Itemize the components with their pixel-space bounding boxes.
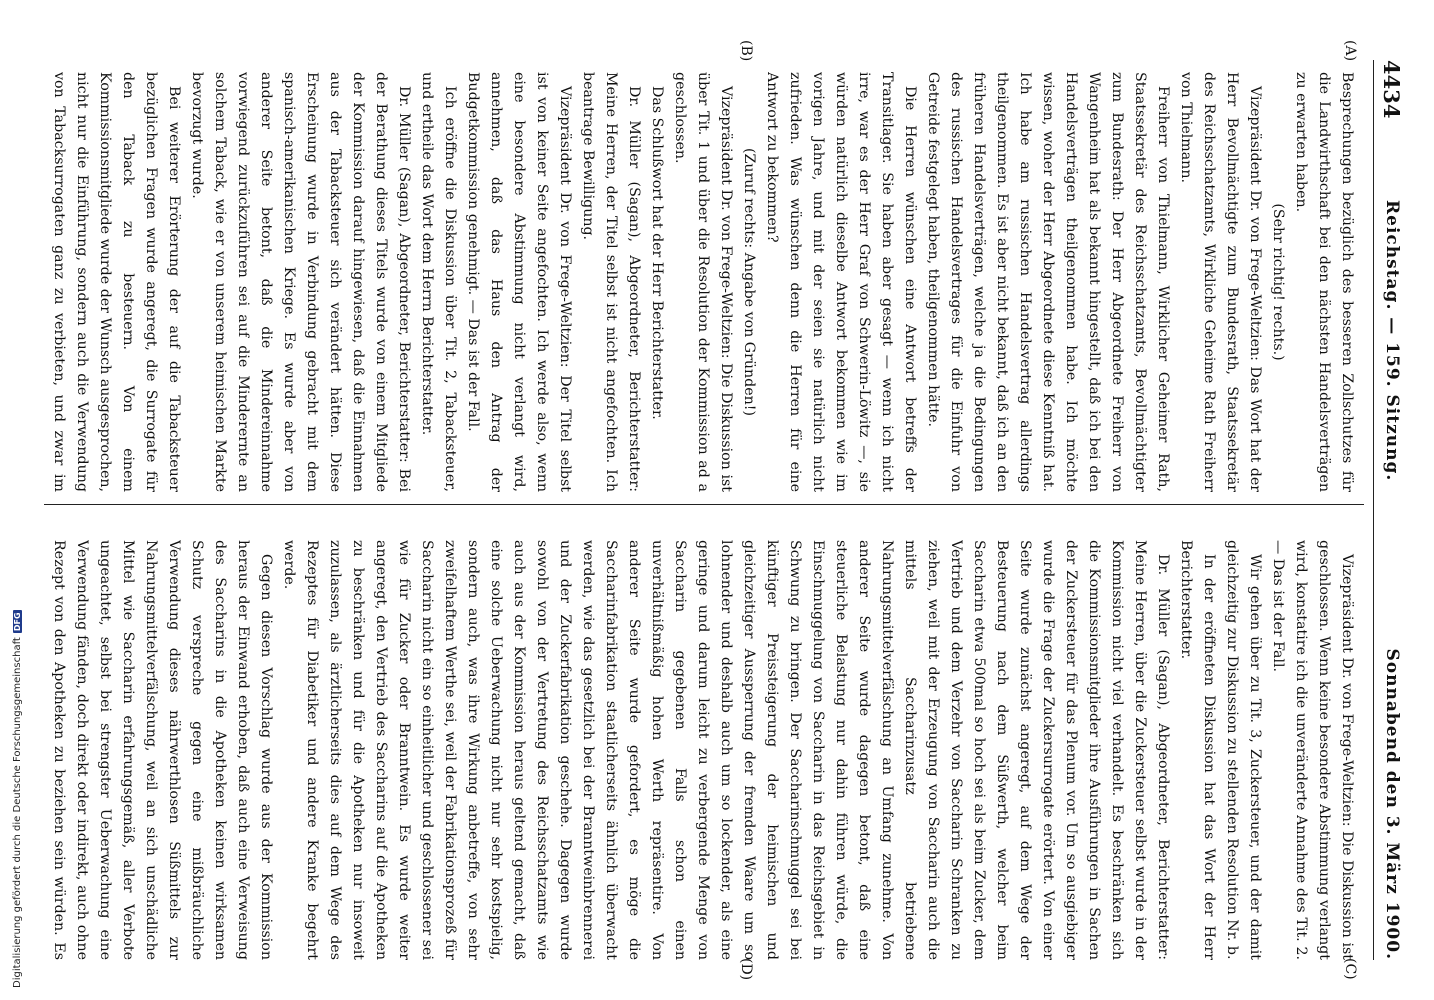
header-date: Sonnabend den 3. März 1900.	[1382, 648, 1402, 960]
interjection: (Sehr richtig! rechts.)	[1270, 203, 1286, 361]
paragraph: Dr. Müller (Sagan), Abgeordneter, Berichterstatter: Meine Herren, der Titel selbst ist nicht angefochten. Ich beantrage Bewilligung.	[580, 72, 642, 492]
paragraph: Besprechungen bezüglich des besseren Zollschutzes für die Landwirthschaft bei den nächsten Handelsverträgen zu erwarten haben.	[1293, 72, 1355, 492]
interjection: (Zuruf rechts: Angabe von Gründen!)	[741, 147, 757, 417]
paragraph: Bei weiterer Erörterung der auf die Tabacksteuer bezüglichen Fragen wurde angeregt, die Surrogate für den Taback zu besteuern. Von einem Kommissionsmitgliede wurde der Wunsch ausgesprochen, nicht nur die Einführung, sondern auch die Verwendung von Tabacksurrogaten ganz zu verbieten, und zwar im	[51, 72, 182, 492]
margin-marker-d: (D)	[738, 958, 754, 981]
margin-marker-c: (C)	[1342, 958, 1358, 980]
paragraph: In der eröffneten Diskussion hat das Wort der Herr Berichterstatter.	[1178, 540, 1217, 960]
margin-marker-a: (A)	[1342, 40, 1358, 62]
paragraph: Vizepräsident Dr. von Frege-Weltzien: Der Titel selbst ist von keiner Seite angefochten. Ich werde also, wenn eine besondere Abstimmung nicht verlangt wird, annehmen, daß das Haus den Antrag der Budgetkommission genehmigt. — Das ist der Fall.	[465, 72, 573, 492]
credit-line	[12, 610, 23, 988]
paragraph: Dr. Müller (Sagan), Abgeordneter, Berichterstatter: Meine Herren, über die Zuckersteuer selbst wurde in der Kommission nicht viel verhandelt. Es beschränken sich die Kommissionsmitglieder ihre Ausführungen in Sachen der Zuckersteuer für das Plenum vor. Um so ausgiebiger wurde die Frage der Zuckersurrogate erörtert. Von einer Seite wurde zunächst angeregt, auf dem Wege der Besteuerung nach dem Süßwerth, welcher beim Saccharin etwa 500mal so hoch sei als beim Zucker, dem Vertrieb und dem Verzehr von Saccharin Schranken zu ziehen, weil mit der Erzeugung von Saccharin auch die mittels Saccharinzusatz betriebene Nahrungsmittelverfälschung an Umfang zunehme. Von anderer Seite wurde dagegen betont, daß eine steuerliche Belastung nur dahin führen würde, die Einschmuggelung von Saccharin in das Reichsgebiet in Schwung zu bringen. Der Saccharinschmuggel sei bei künftiger Preissteigerung der heimischen und gleichzeitiger Aussperrung der fremden Waare um so lohnender und deshalb auch um so lockender, als eine geringe und darum leicht zu verbergende Menge von Saccharin gegebenen Falls schon einen unverhältnißmäßig hohen Werth repräsentire. Von anderer Seite wurde gefordert, es möge die Saccharinfabrikation staatlicherseits ähnlich überwacht werden, wie das gesetzlich bei der Branntweinbrennerei und der Zuckerfabrikation geschehe. Dagegen wurde sowohl von der Vertretung des Reichsschatzamts wie auch aus der Kommission heraus geltend gemacht, daß eine solche Ueberwachung nicht nur sehr kostspielig, sondern auch, was ihre Wirkung anbetreffe, von sehr zweifelhaftem Werthe sei, weil der Fabrikationsprozeß für Saccharin nicht ein so einheitlicher und geschlossener sei wie für Zucker oder Branntwein. Es wurde weiter angeregt, den Vertrieb des Saccharins auf die Apotheken zu beschränken und für die Apotheken nur insoweit zuzulassen, als ärztlicherseits dies auf dem Wege des Rezeptes für Diabetiker und andere Kranke begehrt werde.	[281, 540, 1171, 960]
paragraph: Die Herren wünschen eine Antwort betreffs der Transitlager. Sie haben aber gesagt — wenn ich nicht irre, war es der Herr Graf von Schwerin-Löwitz —, sie würden natürlich dieselbe Antwort bekommen wie im vorigen Jahre, und mit der seien sie natürlich nicht zufrieden. Was wünschen denn die Herren für eine Antwort zu bekommen?	[764, 72, 918, 492]
paragraph: Wir gehen über zu Tit. 3, Zuckersteuer, und der damit gleichzeitig zur Diskussion zu stellenden Resolution Nr. b.	[1224, 540, 1263, 960]
paragraph: Dr. Müller (Sagan), Abgeordneter, Berichterstatter: Bei der Berathung dieses Titels wurde von einem Mitgliede der Kommission darauf hingewiesen, daß die Einnahmen aus der Tabacksteuer sich verändert hätten. Diese Erscheinung wurde in Verbindung gebracht mit dem spanisch-amerikanischen Kriege. Es wurde aber von anderer Seite betont, daß die Mindereinnahme vorwiegend zurückzuführen sei auf die Minderernte an solchem Taback, wie er von unserem heimischen Markte bevorzugt wurde.	[189, 72, 412, 492]
dfg-logo-icon: DFG	[13, 612, 22, 632]
paragraph: Freiherr von Thielmann, Wirklicher Geheimer Rath, Staatssekretär des Reichsschatzamts, Bevollmächtigter zum Bundesrath: Der Herr Abgeordnete Freiherr von Wangenheim hat als bekannt hingestellt, daß ich bei den Handelsverträgen theilgenommen habe. Ich möchte wissen, woher der Herr Abgeordnete diese Kenntniß hat. Ich habe am russischen Handelsvertrag allerdings theilgenommen. Es ist aber nicht bekannt, daß ich an den früheren Handelsverträgen, welche ja die Bedingungen des russischen Handelsvertrages für die Einfuhr von Getreide festgelegt haben, theilgenommen hätte.	[925, 72, 1171, 492]
column-divider	[44, 504, 1364, 505]
paragraph: Vizepräsident Dr. von Frege-Weltzien: Die Diskussion ist über Tit. 1 und über die Resolution der Kommission ad a geschlossen.	[672, 72, 734, 492]
margin-marker-b: (B)	[738, 40, 754, 62]
digitization-credit-sidebar	[0, 0, 24, 1000]
page-header	[1373, 60, 1408, 960]
paragraph: Das Schlußwort hat der Herr Berichterstatter.	[649, 86, 665, 420]
paragraph: Vizepräsident Dr. von Frege-Weltzien: Die Diskussion ist geschlossen. Wenn keine besondere Abstimmung verlangt wird, konstatire ich die unveränderte Annahme des Tit. 2. — Das ist der Fall.	[1270, 540, 1355, 960]
header-title: Reichstag. — 159. Sitzung.	[1382, 200, 1402, 482]
paragraph: Vizepräsident Dr. von Frege-Weltzien: Das Wort hat der Herr Bevollmächtigte zum Bundesrath, Staatssekretär des Reichsschatzamts, Wirkliche Geheime Rath Freiherr von Thielmann.	[1178, 72, 1263, 492]
left-text-column	[48, 72, 1358, 492]
paragraph: Gegen diesen Vorschlag wurde aus der Kommission heraus der Einwand erhoben, daß auch eine Verweisung des Saccharins in die Apotheken keinen wirksamen Schutz verspreche gegen eine mißbräuchliche Verwendung dieses nährwerthlosen Süßmittels zur Nahrungsmittelverfälschung, weil an sich unschädliche Mittel wie Saccharin erfahrungsgemäß, aller Verbote ungeachtet, selbst bei strengster Ueberwachung eine Verwendung fänden, doch direkt oder indirekt, auch ohne Rezept von den Apotheken zu beziehen sein würden. Es	[51, 540, 274, 960]
credit-text: Digitalisierung gefördert durch die Deutsche Forschungsgemeinschaft	[12, 637, 23, 988]
right-text-column	[48, 540, 1358, 960]
page-number: 4434	[1379, 60, 1404, 119]
paragraph: Ich eröffne die Diskussion über Tit. 2, Tabacksteuer, und ertheile das Wort dem Herrn Berichterstatter.	[419, 72, 458, 492]
